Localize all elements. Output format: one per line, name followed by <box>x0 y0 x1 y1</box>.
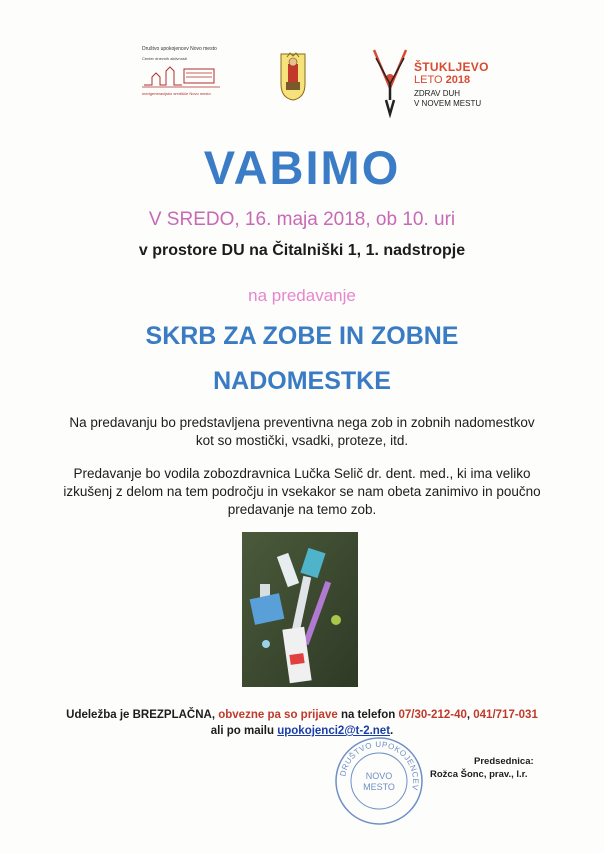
society-logo <box>142 46 234 106</box>
event-place: v prostore DU na Čitalniški 1, 1. nadstropje <box>138 242 466 259</box>
hisa-emblem-icon <box>142 63 222 89</box>
phone-1: 07/30-212-40 <box>398 709 467 721</box>
society-name: Društvo upokojencev Novo mesto <box>142 46 217 52</box>
stukljevo-year: LETO 2018 <box>414 74 471 86</box>
phone-2: 041/717-031 <box>473 709 538 721</box>
signature-block <box>430 755 534 781</box>
stukljevo-logo <box>368 46 498 124</box>
svg-text:NOVO: NOVO <box>365 771 393 781</box>
lecture-title-line1: SKRB ZA ZOBE IN ZOBNE <box>145 322 459 350</box>
town-crest-icon <box>278 50 308 102</box>
contact-line-1: Udeležba je BREZPLAČNA, obvezne pa so prijave na telefon 07/30-212-40, 041/717-031 <box>66 709 538 721</box>
society-tagline: medgeneracijsko središče Novo mesto <box>142 91 211 96</box>
contact-info <box>0 707 604 739</box>
stukljevo-title: ŠTUKLJEVO <box>414 60 489 74</box>
stukljevo-subtitle: ZDRAV DUH V NOVEM MESTU <box>414 89 482 108</box>
signature-title: Predsednica: <box>474 756 534 767</box>
lecture-label: na predavanje <box>248 286 356 305</box>
svg-text:DRUŠTVO UPOKOJENCEV: DRUŠTVO UPOKOJENCEV <box>338 739 421 792</box>
event-date: V SREDO, 16. maja 2018, ob 10. uri <box>148 209 456 230</box>
contact-line-2: ali po mailu upokojenci2@t-2.net. <box>210 725 394 737</box>
society-stamp-icon <box>333 735 425 827</box>
dental-products-photo <box>242 532 358 687</box>
description-paragraph-1: Na predavanju bo predstavljena preventivna nega zob in zobnih nadomestkov kot so mostički, vsadki, proteze, itd. <box>69 415 535 448</box>
description-paragraph-2: Predavanje bo vodila zobozdravnica Lučka Selič dr. dent. med., ki ima veliko izkušenj z delom na tem področju in vsekakor se nam obeta zanimivo in poučno predavanje na temo zob. <box>63 466 541 517</box>
lecture-title-line2: NADOMESTKE <box>213 367 391 395</box>
svg-text:MESTO: MESTO <box>363 782 395 792</box>
society-center: Center dnevnih aktivnosti <box>142 56 187 61</box>
registration-required: obvezne pa so prijave <box>218 709 338 721</box>
signature-name: Rožca Šonc, prav., l.r. <box>430 769 528 780</box>
gymnast-rings-icon <box>368 48 412 118</box>
lecture-title <box>0 314 604 404</box>
headline: VABIMO <box>203 141 401 194</box>
email-link[interactable]: upokojenci2@t-2.net <box>277 725 391 737</box>
